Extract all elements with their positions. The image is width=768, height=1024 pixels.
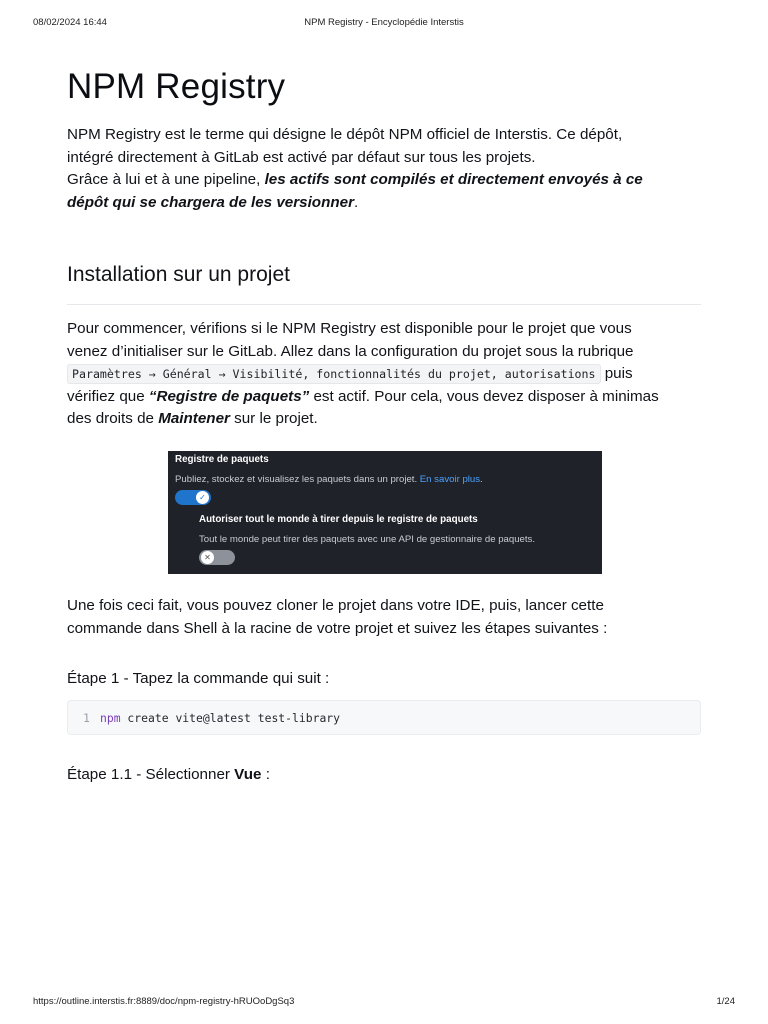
intro-line-1: NPM Registry est le terme qui désigne le dépôt NPM officiel de Interstis. Ce dépôt, xyxy=(67,126,623,143)
print-url: https://outline.interstis.fr:8889/doc/npm-registry-hRUOoDgSq3 xyxy=(33,996,295,1007)
page-number: 1/24 xyxy=(716,996,735,1007)
allow-pull-title: Autoriser tout le monde à tirer depuis le registre de paquets xyxy=(199,514,478,525)
intro-line-3: Grâce à lui et à une pipeline, xyxy=(67,171,265,188)
vue-emphasis: Vue xyxy=(234,766,262,783)
intro-period: . xyxy=(353,193,359,211)
print-footer xyxy=(0,996,768,1008)
print-header xyxy=(0,17,768,29)
intro-emphasis-1: les actifs sont compilés et directement envoyés à ce xyxy=(264,171,643,188)
intro-paragraph xyxy=(67,124,707,214)
command-code-block xyxy=(67,700,701,735)
clone-paragraph xyxy=(67,595,707,640)
section-divider xyxy=(67,304,701,305)
print-page-title: NPM Registry - Encyclopédie Interstis xyxy=(304,17,464,28)
section-heading-installation: Installation sur un projet xyxy=(67,263,290,286)
package-registry-settings-image xyxy=(168,451,602,574)
clone-line-1: Une fois ceci fait, vous pouvez cloner le projet dans votre IDE, puis, lancer cette xyxy=(67,597,604,614)
settings-path-code: Paramètres → Général → Visibilité, fonctionnalités du projet, autorisations xyxy=(67,364,601,384)
step-1-1-text: Étape 1.1 - Sélectionner Vue : xyxy=(67,766,270,783)
learn-more-link[interactable]: En savoir plus xyxy=(419,474,481,485)
package-registry-toggle[interactable] xyxy=(175,490,211,505)
code-keyword: npm xyxy=(100,711,121,725)
install-line-1: Pour commencer, vérifions si le NPM Registry est disponible pour le projet que vous xyxy=(67,320,632,337)
package-registry-description: Publiez, stockez et visualisez les paquets dans un projet. En savoir plus. xyxy=(175,474,483,485)
registry-name-emphasis: “Registre de paquets” xyxy=(148,387,310,405)
code-line-number: 1 xyxy=(83,711,90,725)
step-1-text: Étape 1 - Tapez la commande qui suit : xyxy=(67,670,330,687)
allow-pull-toggle[interactable] xyxy=(199,550,235,565)
intro-emphasis-2: dépôt qui se chargera de les versionner xyxy=(67,193,354,211)
package-registry-title: Registre de paquets xyxy=(175,454,269,465)
install-puis: puis xyxy=(600,365,633,382)
check-icon: ✓ xyxy=(196,491,209,504)
install-line-5-start: des droits de xyxy=(67,410,159,427)
intro-line-2: intégré directement à GitLab est activé par défaut sur tous les projets. xyxy=(67,148,536,166)
install-line-5-end: sur le projet. xyxy=(229,410,318,427)
install-line-4-start: vérifiez que xyxy=(67,387,149,405)
installation-paragraph xyxy=(67,318,707,431)
allow-pull-description: Tout le monde peut tirer des paquets avec une API de gestionnaire de paquets. xyxy=(199,534,536,545)
install-line-4-end: est actif. Pour cela, vous devez disposer à minimas xyxy=(309,387,659,405)
document-title: NPM Registry xyxy=(67,67,286,106)
maintainer-emphasis: Maintener xyxy=(158,410,230,427)
install-line-2: venez d’initialiser sur le GitLab. Allez dans la configuration du projet sous la rubrique xyxy=(67,342,634,360)
code-rest: create vite@latest test-library xyxy=(120,711,341,725)
print-date: 08/02/2024 16:44 xyxy=(33,17,107,28)
x-icon: ✕ xyxy=(201,551,214,564)
clone-line-2: commande dans Shell à la racine de votre projet et suivez les étapes suivantes : xyxy=(67,619,608,637)
code-line xyxy=(100,711,340,725)
